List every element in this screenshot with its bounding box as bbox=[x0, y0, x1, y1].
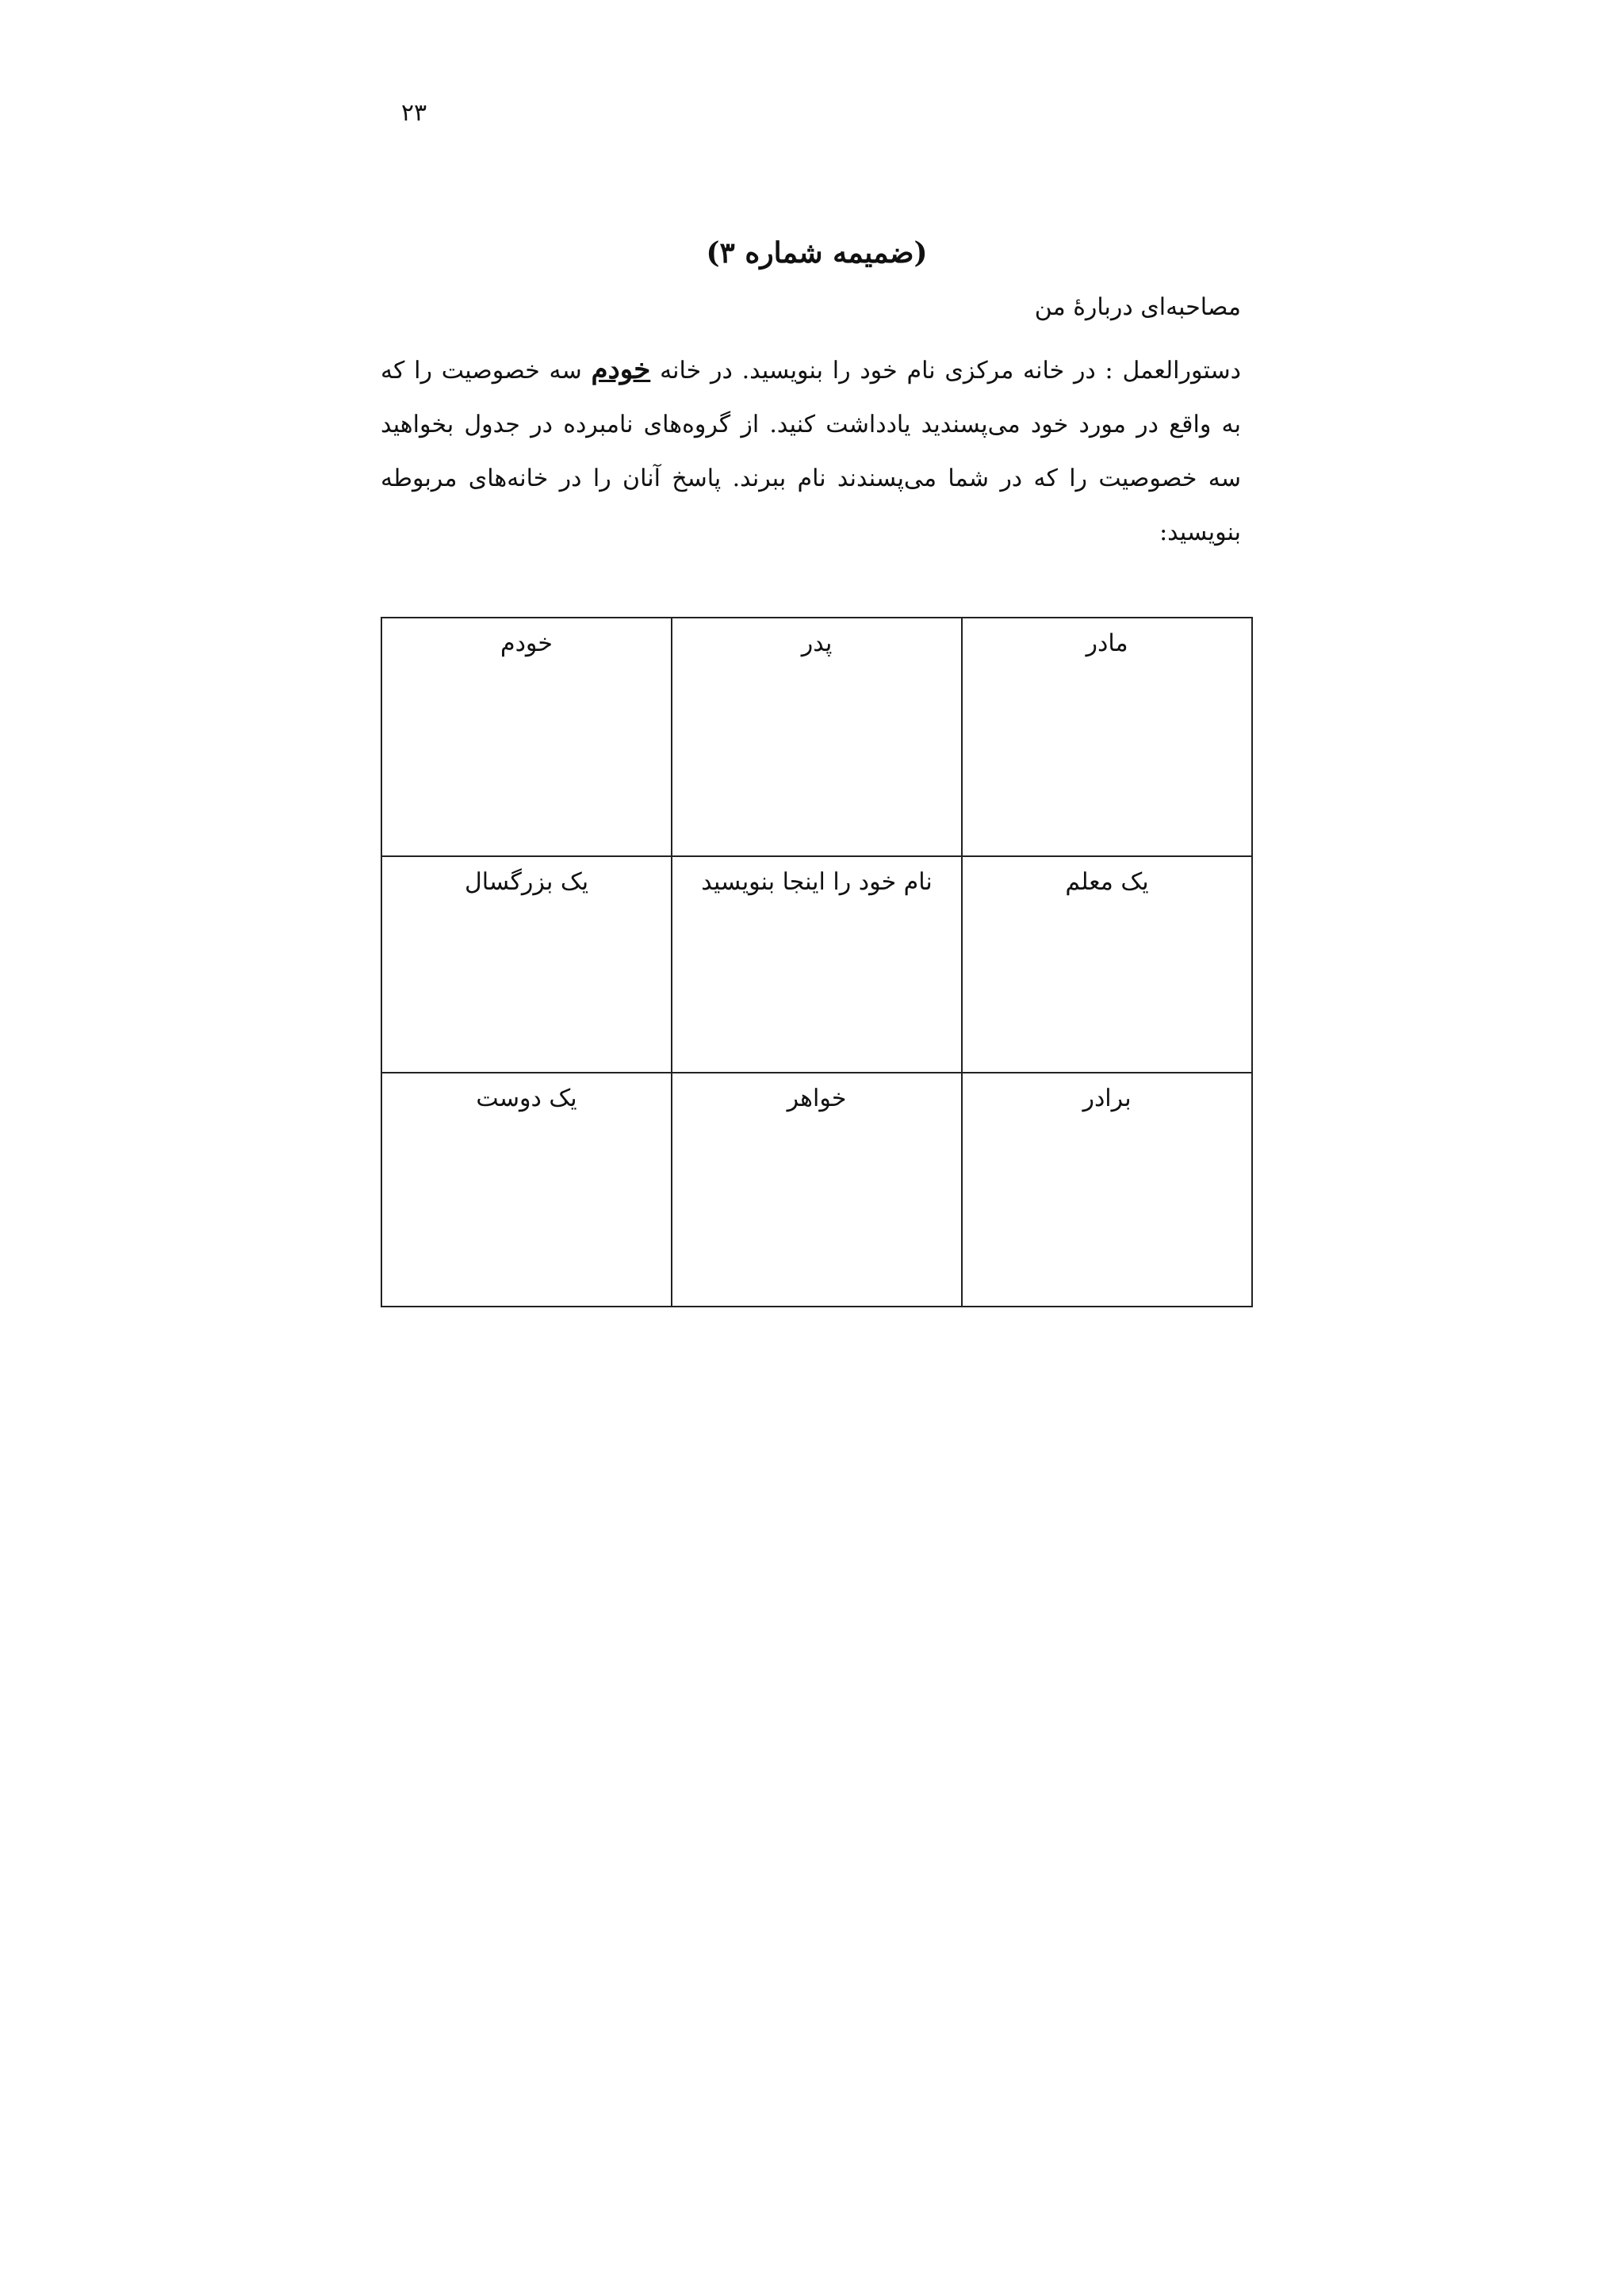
appendix-title: (ضمیمه شماره ۳) bbox=[706, 236, 928, 270]
grid-cell-brother: برادر bbox=[962, 1073, 1252, 1307]
instructions-text-part1: دستورالعمل : در خانه مرکزی نام خود را بنویسید. در خانه bbox=[650, 357, 1241, 385]
grid-cell-myself: خودم bbox=[381, 618, 672, 856]
grid-row bbox=[381, 856, 1252, 1073]
answer-grid bbox=[381, 617, 1253, 1307]
appendix-subheading: مصاحبه‌ای دربارهٔ من bbox=[1034, 293, 1241, 321]
grid-row bbox=[381, 618, 1252, 856]
grid-cell-father: پدر bbox=[672, 618, 962, 856]
grid-cell-adult: یک بزرگسال bbox=[381, 856, 672, 1073]
page-number: ۲۳ bbox=[400, 99, 427, 127]
instructions-emphasis: خودم bbox=[591, 354, 651, 385]
instructions-text-part2: سه خصوصیت را که به واقع در مورد خود می‌پسندید یادداشت کنید. از گروه‌های نامبرده در جدول بخواهید سه خصوصیت را که در شما می‌پسندند نام ببرند. پاسخ آنان را در خانه‌های مربوطه بنویسید: bbox=[381, 357, 1241, 546]
grid-cell-sister: خواهر bbox=[672, 1073, 962, 1307]
instructions-paragraph bbox=[381, 342, 1241, 560]
grid-row bbox=[381, 1073, 1252, 1307]
grid-cell-teacher: یک معلم bbox=[962, 856, 1252, 1073]
grid-cell-mother: مادر bbox=[962, 618, 1252, 856]
grid-cell-own-name: نام خود را اینجا بنویسید bbox=[672, 856, 962, 1073]
grid-cell-friend: یک دوست bbox=[381, 1073, 672, 1307]
